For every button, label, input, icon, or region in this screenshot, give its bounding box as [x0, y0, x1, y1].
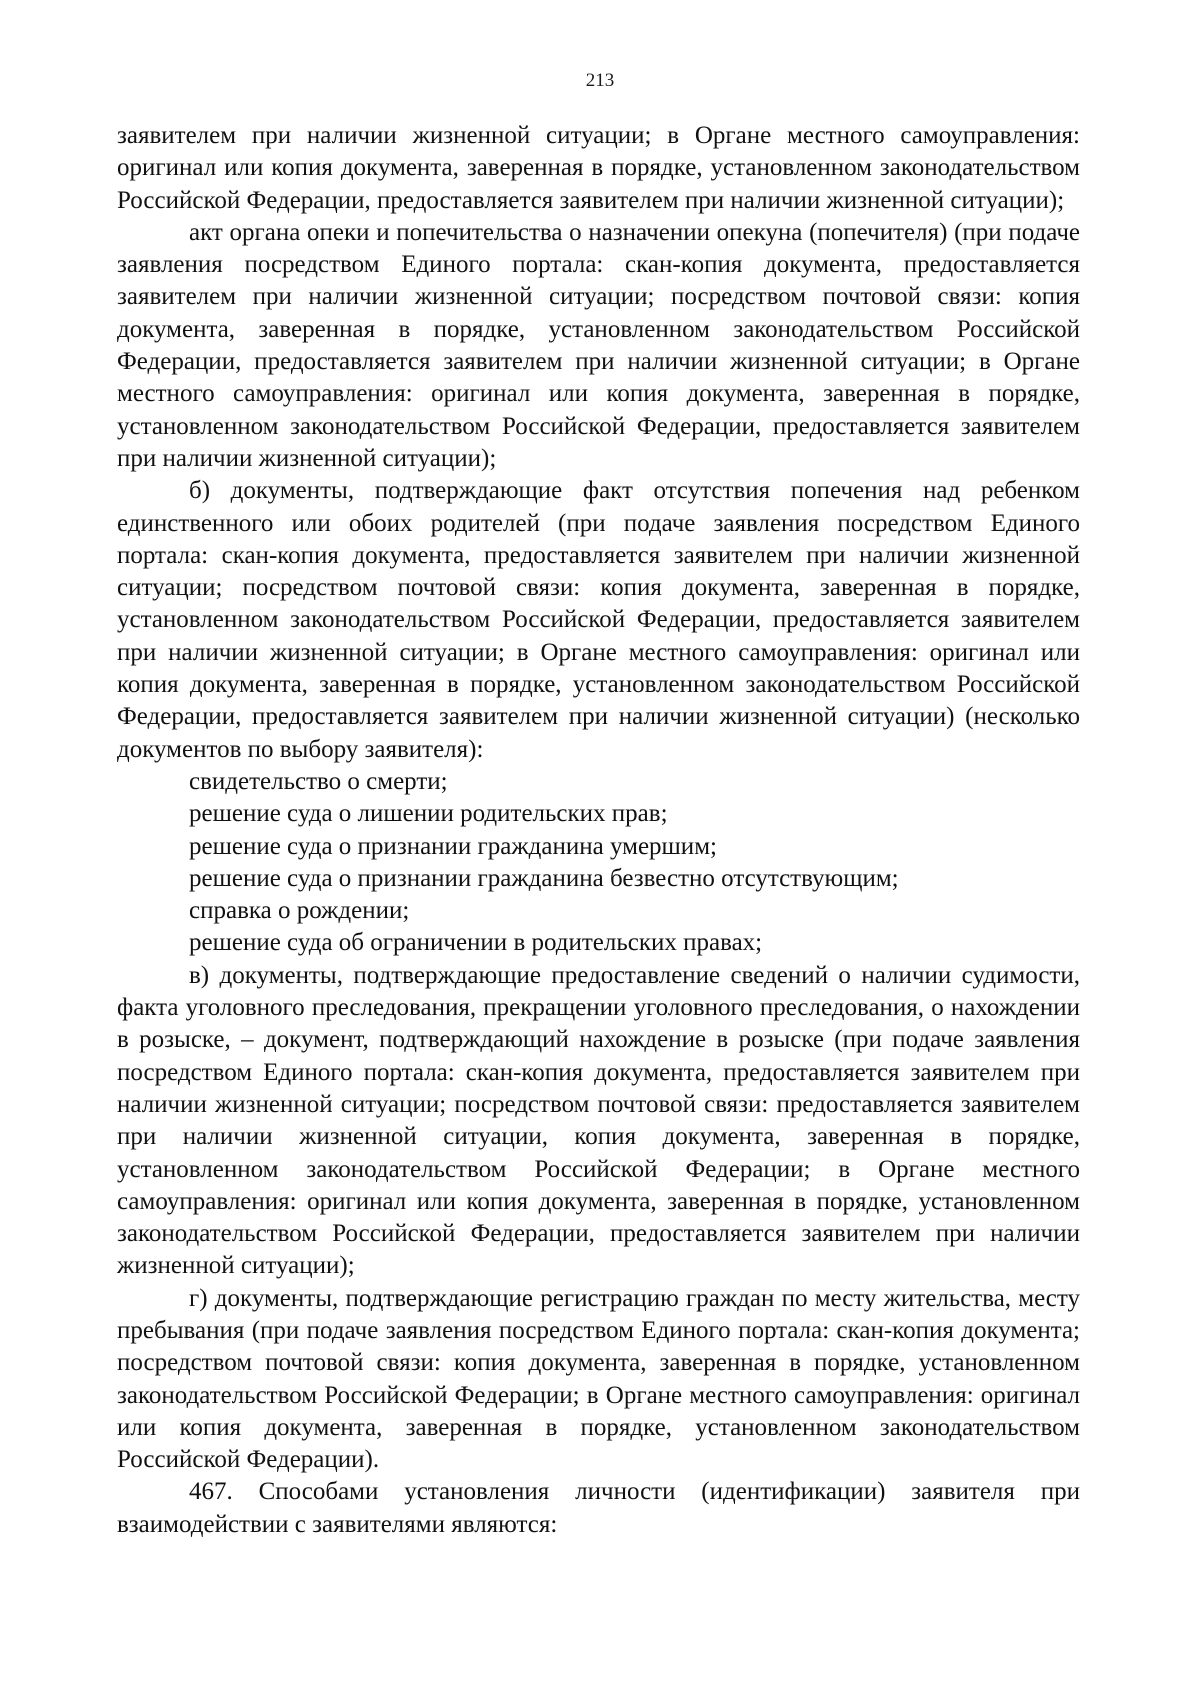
page-number: 213 — [585, 70, 615, 91]
list-item-deprivation-rights: решение суда о лишении родительских прав; — [189, 800, 668, 828]
paragraph-g-registration: г) документы, подтверждающие регистрацию граждан по месту жительства, месту пребывания (при подаче заявления посредством Единого портала: скан-копия документа; посредством почтовой связи: копия документа, заверенная в порядке, установленном законодательством Российской Федерации; в Органе местного самоуправления: оригинал или копия документа, заверенная в порядке, установленном законодательством Российской Федерации). — [117, 1284, 1080, 1474]
list-item-missing-person: решение суда о признании гражданина безвестно отсутствующим; — [189, 864, 899, 892]
document-body — [117, 120, 1080, 1541]
list-item-restriction-rights: решение суда об ограничении в родительских правах; — [189, 929, 763, 957]
list-item-birth-certificate: справка о рождении; — [189, 897, 410, 925]
paragraph-continuation: заявителем при наличии жизненной ситуации; в Органе местного самоуправления: оригинал или копия документа, заверенная в порядке, установленном законодательством Российской Федерации, предоставляется заявителем при наличии жизненной ситуации); — [117, 122, 1080, 214]
paragraph-guardianship-act: акт органа опеки и попечительства о назначении опекуна (попечителя) (при подаче заявления посредством Единого портала: скан-копия документа, предоставляется заявителем при наличии жизненной ситуации; посредством почтовой связи: копия документа, заверенная в порядке, установленном законодательством Российской Федерации, предоставляется заявителем при наличии жизненной ситуации; в Органе местного самоуправления: оригинал или копия документа, заверенная в порядке, установленном законодательством Российской Федерации, предоставляется заявителем при наличии жизненной ситуации); — [117, 218, 1080, 472]
paragraph-467-identification: 467. Способами установления личности (идентификации) заявителя при взаимодействии с заявителями являются: — [117, 1478, 1080, 1538]
list-item-declared-dead: решение суда о признании гражданина умершим; — [189, 832, 717, 860]
list-item-death-certificate: свидетельство о смерти; — [189, 767, 448, 795]
paragraph-v-criminal-record: в) документы, подтверждающие предоставление сведений о наличии судимости, факта уголовного преследования, прекращении уголовного преследования, о нахождении в розыске, – документ, подтверждающий нахождение в розыске (при подаче заявления посредством Единого портала: скан-копия документа, предоставляется заявителем при наличии жизненной ситуации; посредством почтовой связи: предоставляется заявителем при наличии жизненной ситуации, копия документа, заверенная в порядке, установленном законодательством Российской Федерации; в Органе местного самоуправления: оригинал или копия документа, заверенная в порядке, установленном законодательством Российской Федерации, предоставляется заявителем при наличии жизненной ситуации); — [117, 961, 1080, 1280]
paragraph-b-parental-care: б) документы, подтверждающие факт отсутствия попечения над ребенком единственного или обоих родителей (при подаче заявления посредством Единого портала: скан-копия документа, предоставляется заявителем при наличии жизненной ситуации; посредством почтовой связи: копия документа, заверенная в порядке, установленном законодательством Российской Федерации, предоставляется заявителем при наличии жизненной ситуации; в Органе местного самоуправления: оригинал или копия документа, заверенная в порядке, установленном законодательством Российской Федерации, предоставляется заявителем при наличии жизненной ситуации) (несколько документов по выбору заявителя): — [117, 477, 1080, 763]
